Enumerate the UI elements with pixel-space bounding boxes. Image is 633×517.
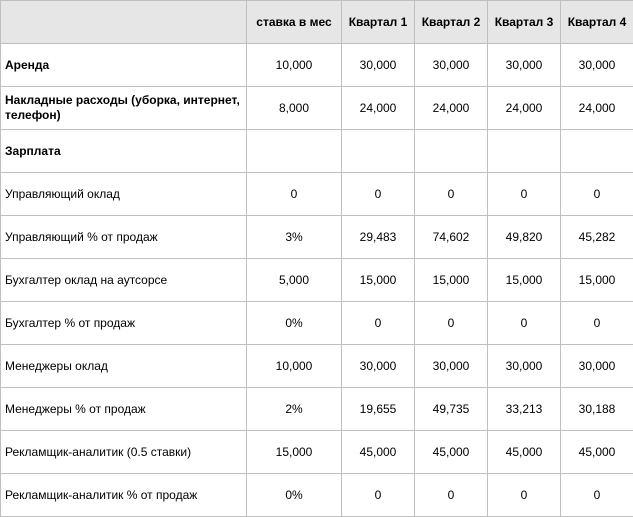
row-manager-salary-rate: 0 [247, 173, 342, 216]
row-accountant-salary-quarter-1: 15,000 [342, 259, 415, 302]
row-manager-percent-rate: 3% [247, 216, 342, 259]
row-overhead-quarter-1: 24,000 [342, 87, 415, 130]
row-sales-managers-salary-quarter-1: 30,000 [342, 345, 415, 388]
row-manager-salary-quarter-1: 0 [342, 173, 415, 216]
row-marketer-salary-quarter-2: 45,000 [415, 431, 488, 474]
header-quarter-3: Квартал 3 [488, 1, 561, 44]
row-sales-managers-percent-quarter-1: 19,655 [342, 388, 415, 431]
row-marketer-salary-label: Рекламщик-аналитик (0.5 ставки) [1, 431, 247, 474]
row-accountant-salary-quarter-2: 15,000 [415, 259, 488, 302]
table-row [1, 431, 633, 474]
row-overhead-label: Накладные расходы (уборка, интернет, телефон) [1, 87, 247, 130]
row-sales-managers-percent-label: Менеджеры % от продаж [1, 388, 247, 431]
row-rent-quarter-3: 30,000 [488, 44, 561, 87]
table-row [1, 345, 633, 388]
row-sales-managers-salary-quarter-4: 30,000 [561, 345, 633, 388]
header-row [1, 1, 633, 44]
row-marketer-percent-quarter-2: 0 [415, 474, 488, 517]
row-manager-percent-quarter-4: 45,282 [561, 216, 633, 259]
row-sales-managers-percent-quarter-4: 30,188 [561, 388, 633, 431]
header-quarter-2: Квартал 2 [415, 1, 488, 44]
header-quarter-1: Квартал 1 [342, 1, 415, 44]
row-sales-managers-salary-quarter-2: 30,000 [415, 345, 488, 388]
row-salary-section-quarter-2 [415, 130, 488, 173]
row-sales-managers-percent-quarter-3: 33,213 [488, 388, 561, 431]
row-accountant-percent-rate: 0% [247, 302, 342, 345]
table-row [1, 302, 633, 345]
row-marketer-percent-quarter-1: 0 [342, 474, 415, 517]
row-accountant-salary-quarter-3: 15,000 [488, 259, 561, 302]
row-overhead-quarter-4: 24,000 [561, 87, 633, 130]
row-marketer-salary-quarter-1: 45,000 [342, 431, 415, 474]
row-accountant-percent-quarter-3: 0 [488, 302, 561, 345]
table-row [1, 259, 633, 302]
row-manager-salary-quarter-4: 0 [561, 173, 633, 216]
row-rent-rate: 10,000 [247, 44, 342, 87]
row-manager-percent-label: Управляющий % от продаж [1, 216, 247, 259]
table-row [1, 216, 633, 259]
table-row [1, 474, 633, 517]
row-sales-managers-percent-quarter-2: 49,735 [415, 388, 488, 431]
row-sales-managers-salary-label: Менеджеры оклад [1, 345, 247, 388]
row-rent-quarter-4: 30,000 [561, 44, 633, 87]
row-accountant-percent-label: Бухгалтер % от продаж [1, 302, 247, 345]
table-row [1, 87, 633, 130]
row-marketer-percent-rate: 0% [247, 474, 342, 517]
row-marketer-salary-rate: 15,000 [247, 431, 342, 474]
row-salary-section-label: Зарплата [1, 130, 247, 173]
table-row [1, 388, 633, 431]
row-rent-quarter-1: 30,000 [342, 44, 415, 87]
row-sales-managers-percent-rate: 2% [247, 388, 342, 431]
row-marketer-salary-quarter-3: 45,000 [488, 431, 561, 474]
row-salary-section-quarter-4 [561, 130, 633, 173]
table-row [1, 130, 633, 173]
row-salary-section-quarter-3 [488, 130, 561, 173]
row-manager-salary-quarter-2: 0 [415, 173, 488, 216]
row-overhead-quarter-3: 24,000 [488, 87, 561, 130]
row-marketer-percent-quarter-3: 0 [488, 474, 561, 517]
row-manager-percent-quarter-2: 74,602 [415, 216, 488, 259]
header-rate: ставка в мес [247, 1, 342, 44]
row-manager-percent-quarter-3: 49,820 [488, 216, 561, 259]
row-accountant-salary-quarter-4: 15,000 [561, 259, 633, 302]
row-accountant-percent-quarter-4: 0 [561, 302, 633, 345]
row-rent-quarter-2: 30,000 [415, 44, 488, 87]
row-sales-managers-salary-quarter-3: 30,000 [488, 345, 561, 388]
table-body [1, 44, 633, 517]
row-accountant-percent-quarter-2: 0 [415, 302, 488, 345]
row-manager-salary-quarter-3: 0 [488, 173, 561, 216]
row-overhead-quarter-2: 24,000 [415, 87, 488, 130]
row-salary-section-rate [247, 130, 342, 173]
row-marketer-percent-label: Рекламщик-аналитик % от продаж [1, 474, 247, 517]
row-manager-percent-quarter-1: 29,483 [342, 216, 415, 259]
row-accountant-percent-quarter-1: 0 [342, 302, 415, 345]
row-marketer-salary-quarter-4: 45,000 [561, 431, 633, 474]
row-accountant-salary-label: Бухгалтер оклад на аутсорсе [1, 259, 247, 302]
header-quarter-4: Квартал 4 [561, 1, 633, 44]
row-marketer-percent-quarter-4: 0 [561, 474, 633, 517]
row-sales-managers-salary-rate: 10,000 [247, 345, 342, 388]
table-row [1, 44, 633, 87]
table-row [1, 173, 633, 216]
header-corner [1, 1, 247, 44]
row-rent-label: Аренда [1, 44, 247, 87]
row-overhead-rate: 8,000 [247, 87, 342, 130]
row-accountant-salary-rate: 5,000 [247, 259, 342, 302]
row-manager-salary-label: Управляющий оклад [1, 173, 247, 216]
row-salary-section-quarter-1 [342, 130, 415, 173]
